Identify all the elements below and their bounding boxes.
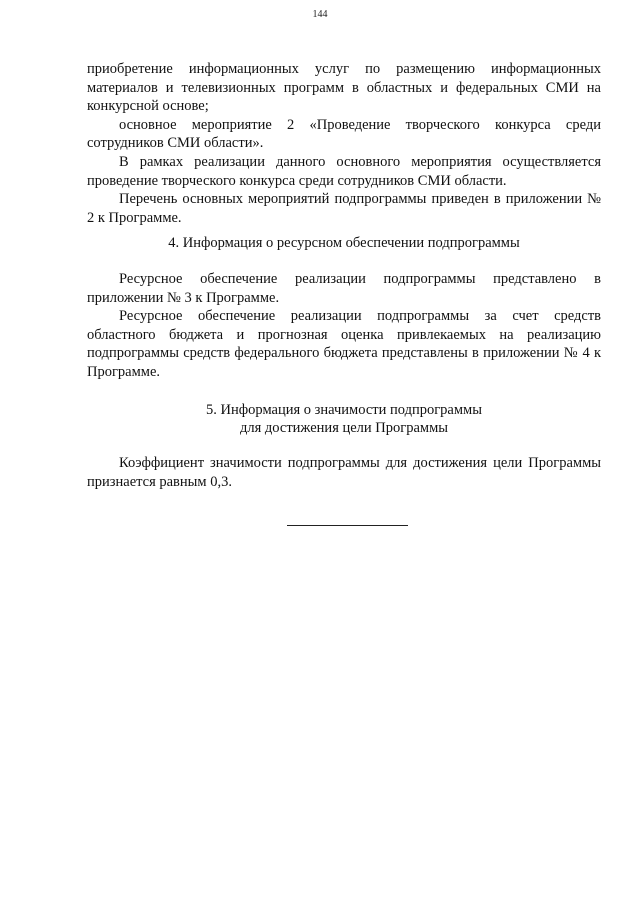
paragraph-info-services: приобретение информационных услуг по размещению информационных материалов и телевизионных программ в областных и федеральных СМИ на конкурсной основе; (87, 61, 601, 115)
intro-block (87, 60, 601, 227)
paragraph-activities-list: Перечень основных мероприятий подпрограммы приведен в приложении № 2 к Программе. (87, 191, 601, 226)
section-4-body (87, 270, 601, 382)
section-5-heading-line-2: для достижения цели Программы (239, 420, 449, 436)
paragraph-resource-appendix-3: Ресурсное обеспечение реализации подпрограммы представлено в приложении № 3 к Программе. (87, 271, 601, 306)
paragraph-significance-coefficient: Коэффициент значимости подпрограммы для достижения цели Программы признается равным 0,3. (87, 455, 601, 490)
section-5-body (87, 454, 601, 491)
closing-rule (287, 525, 408, 526)
paragraph-main-activity-2: основное мероприятие 2 «Проведение творческого конкурса среди сотрудников СМИ области». (87, 116, 601, 152)
page-number: 144 (312, 9, 328, 20)
paragraph-resource-appendix-4: Ресурсное обеспечение реализации подпрограммы за счет средств областного бюджета и прогнозная оценка привлекаемых на реализацию подпрограммы средств федерального бюджета представлены в приложении № 4 к Программе. (87, 308, 601, 380)
paragraph-creative-contest: В рамках реализации данного основного мероприятия осуществляется проведение творческого конкурса среди сотрудников СМИ области. (87, 153, 601, 189)
section-5-heading-line-1: 5. Информация о значимости подпрограммы (206, 402, 482, 418)
section-4-heading: 4. Информация о ресурсном обеспечении подпрограммы (168, 235, 520, 251)
